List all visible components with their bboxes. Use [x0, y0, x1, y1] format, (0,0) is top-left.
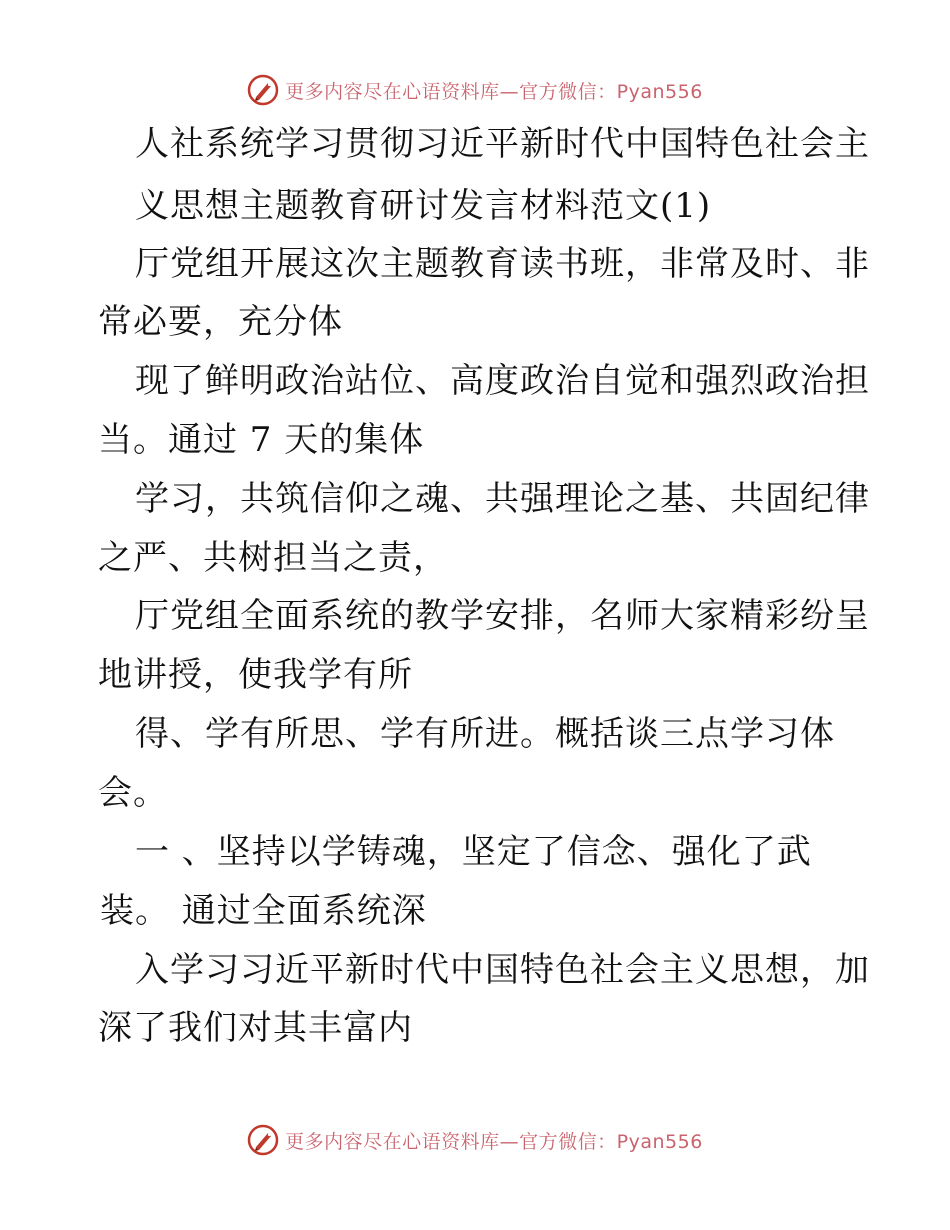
text-line: 当。通过 7 天的集体	[98, 420, 425, 460]
header-banner-text: 更多内容尽在心语资料库—官方微信：Pyan556	[285, 80, 703, 103]
text-line: 入学习习近平新时代中国特色社会主义思想，加	[135, 950, 870, 990]
text-line: 学习，共筑信仰之魂、共强理论之基、共固纪律	[135, 479, 870, 519]
text-line: 会。	[98, 773, 168, 813]
pen-logo-icon	[247, 74, 279, 106]
text-line: 人社系统学习贯彻习近平新时代中国特色社会主	[135, 124, 870, 164]
text-line: 常必要，充分体	[98, 302, 343, 342]
text-line: 得、学有所思、学有所进。概括谈三点学习体	[135, 714, 835, 754]
header-banner	[0, 70, 950, 110]
text-line: 厅党组全面系统的教学安排，名师大家精彩纷呈	[135, 596, 870, 636]
footer-banner	[0, 1120, 950, 1160]
pen-logo-icon	[247, 1124, 279, 1156]
text-line: 义思想主题教育研讨发言材料范文(1)	[135, 186, 712, 226]
text-line: 现了鲜明政治站位、高度政治自觉和强烈政治担	[135, 361, 870, 401]
text-line: 厅党组开展这次主题教育读书班，非常及时、非	[135, 244, 870, 284]
text-line: 之严、共树担当之责，	[98, 538, 448, 578]
text-line: 深了我们对其丰富内	[98, 1008, 413, 1048]
text-line: 地讲授，使我学有所	[98, 655, 413, 695]
section-heading: 一 、坚持以学铸魂，坚定了信念、强化了武	[135, 832, 812, 872]
text-line: 装。 通过全面系统深	[100, 891, 427, 931]
footer-banner-text: 更多内容尽在心语资料库—官方微信：Pyan556	[285, 1130, 703, 1153]
